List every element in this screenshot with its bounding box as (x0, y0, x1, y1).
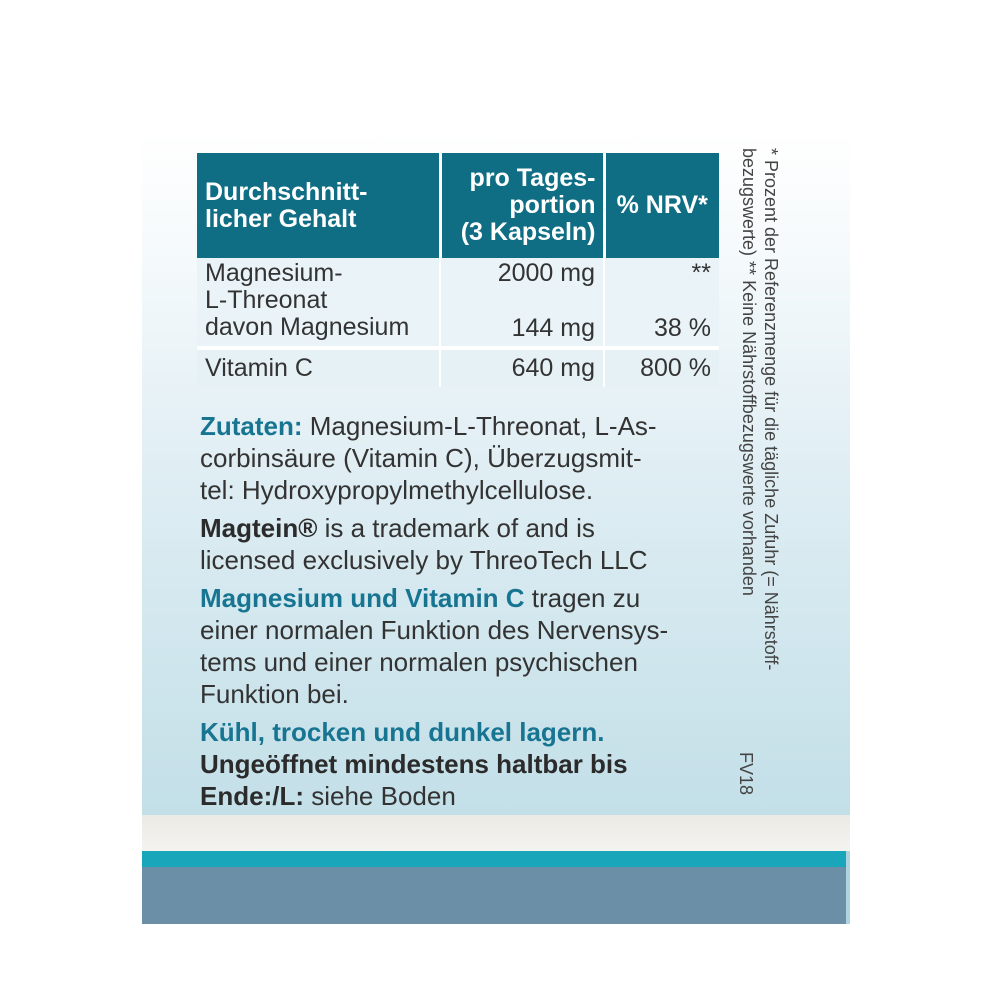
nutrient-nrv-vitamin-c: 800 % (604, 350, 719, 387)
label-stripe-teal (142, 851, 846, 867)
table-row (197, 350, 719, 387)
nutrient-amount-magnesium: 2000 mg 144 mg (440, 258, 604, 346)
storage-instruction: Kühl, trocken und dunkel lagern. (200, 717, 605, 747)
health-claim-highlight: Magnesium und Vitamin C (200, 583, 525, 613)
health-claim-paragraph: Magnesium und Vitamin C tragen zu einer normalen Funktion des Nervensys- tems und einer normalen psychischen Funktion bei. (200, 583, 669, 709)
ingredients-paragraph: Zutaten: Magnesium-L-Threonat, L-As- corbinsäure (Vitamin C), Überzugsmit- tel: Hydroxypropylmethylcellulose. (200, 411, 657, 505)
trademark-paragraph: Magtein® is a trademark of and is licensed exclusively by ThreoTech LLC (200, 513, 648, 575)
nutrient-name-vitamin-c: Vitamin C (197, 350, 440, 387)
trademark-brand: Magtein® (200, 513, 318, 543)
label-stripe-slate (142, 867, 846, 924)
label-text-block (200, 410, 730, 812)
nutrition-table (197, 153, 719, 387)
ingredients-label: Zutaten: (200, 411, 303, 441)
shelf-life-text: siehe Boden (304, 781, 456, 811)
nutrient-name-magnesium: Magnesium- L-Threonat davon Magnesium (197, 258, 440, 346)
header-average-content: Durchschnitt- licher Gehalt (197, 153, 440, 258)
nrv-footnote: * Prozent der Referenzmenge für die tägliche Zufuhr (= Nährstoff- bezugswerte) ** Keine Nährstoffbezugswerte vorhanden (739, 148, 781, 671)
header-nrv-percent: % NRV* (604, 153, 719, 258)
nutrient-nrv-magnesium: ** 38 % (604, 258, 719, 346)
header-per-daily-portion: pro Tages- portion (3 Kapseln) (440, 153, 604, 258)
nutrient-amount-vitamin-c: 640 mg (440, 350, 604, 387)
storage-paragraph (200, 716, 730, 812)
label-stripe-edge (846, 851, 850, 924)
product-code: FV18 (736, 752, 756, 796)
shelf-life-label: Ende:/L: (200, 781, 304, 811)
label-stripe-light (142, 815, 850, 851)
shelf-life-line: Ungeöffnet mindestens haltbar bis (200, 749, 628, 779)
table-row (197, 258, 719, 346)
nutrition-table-header-row (197, 153, 719, 258)
